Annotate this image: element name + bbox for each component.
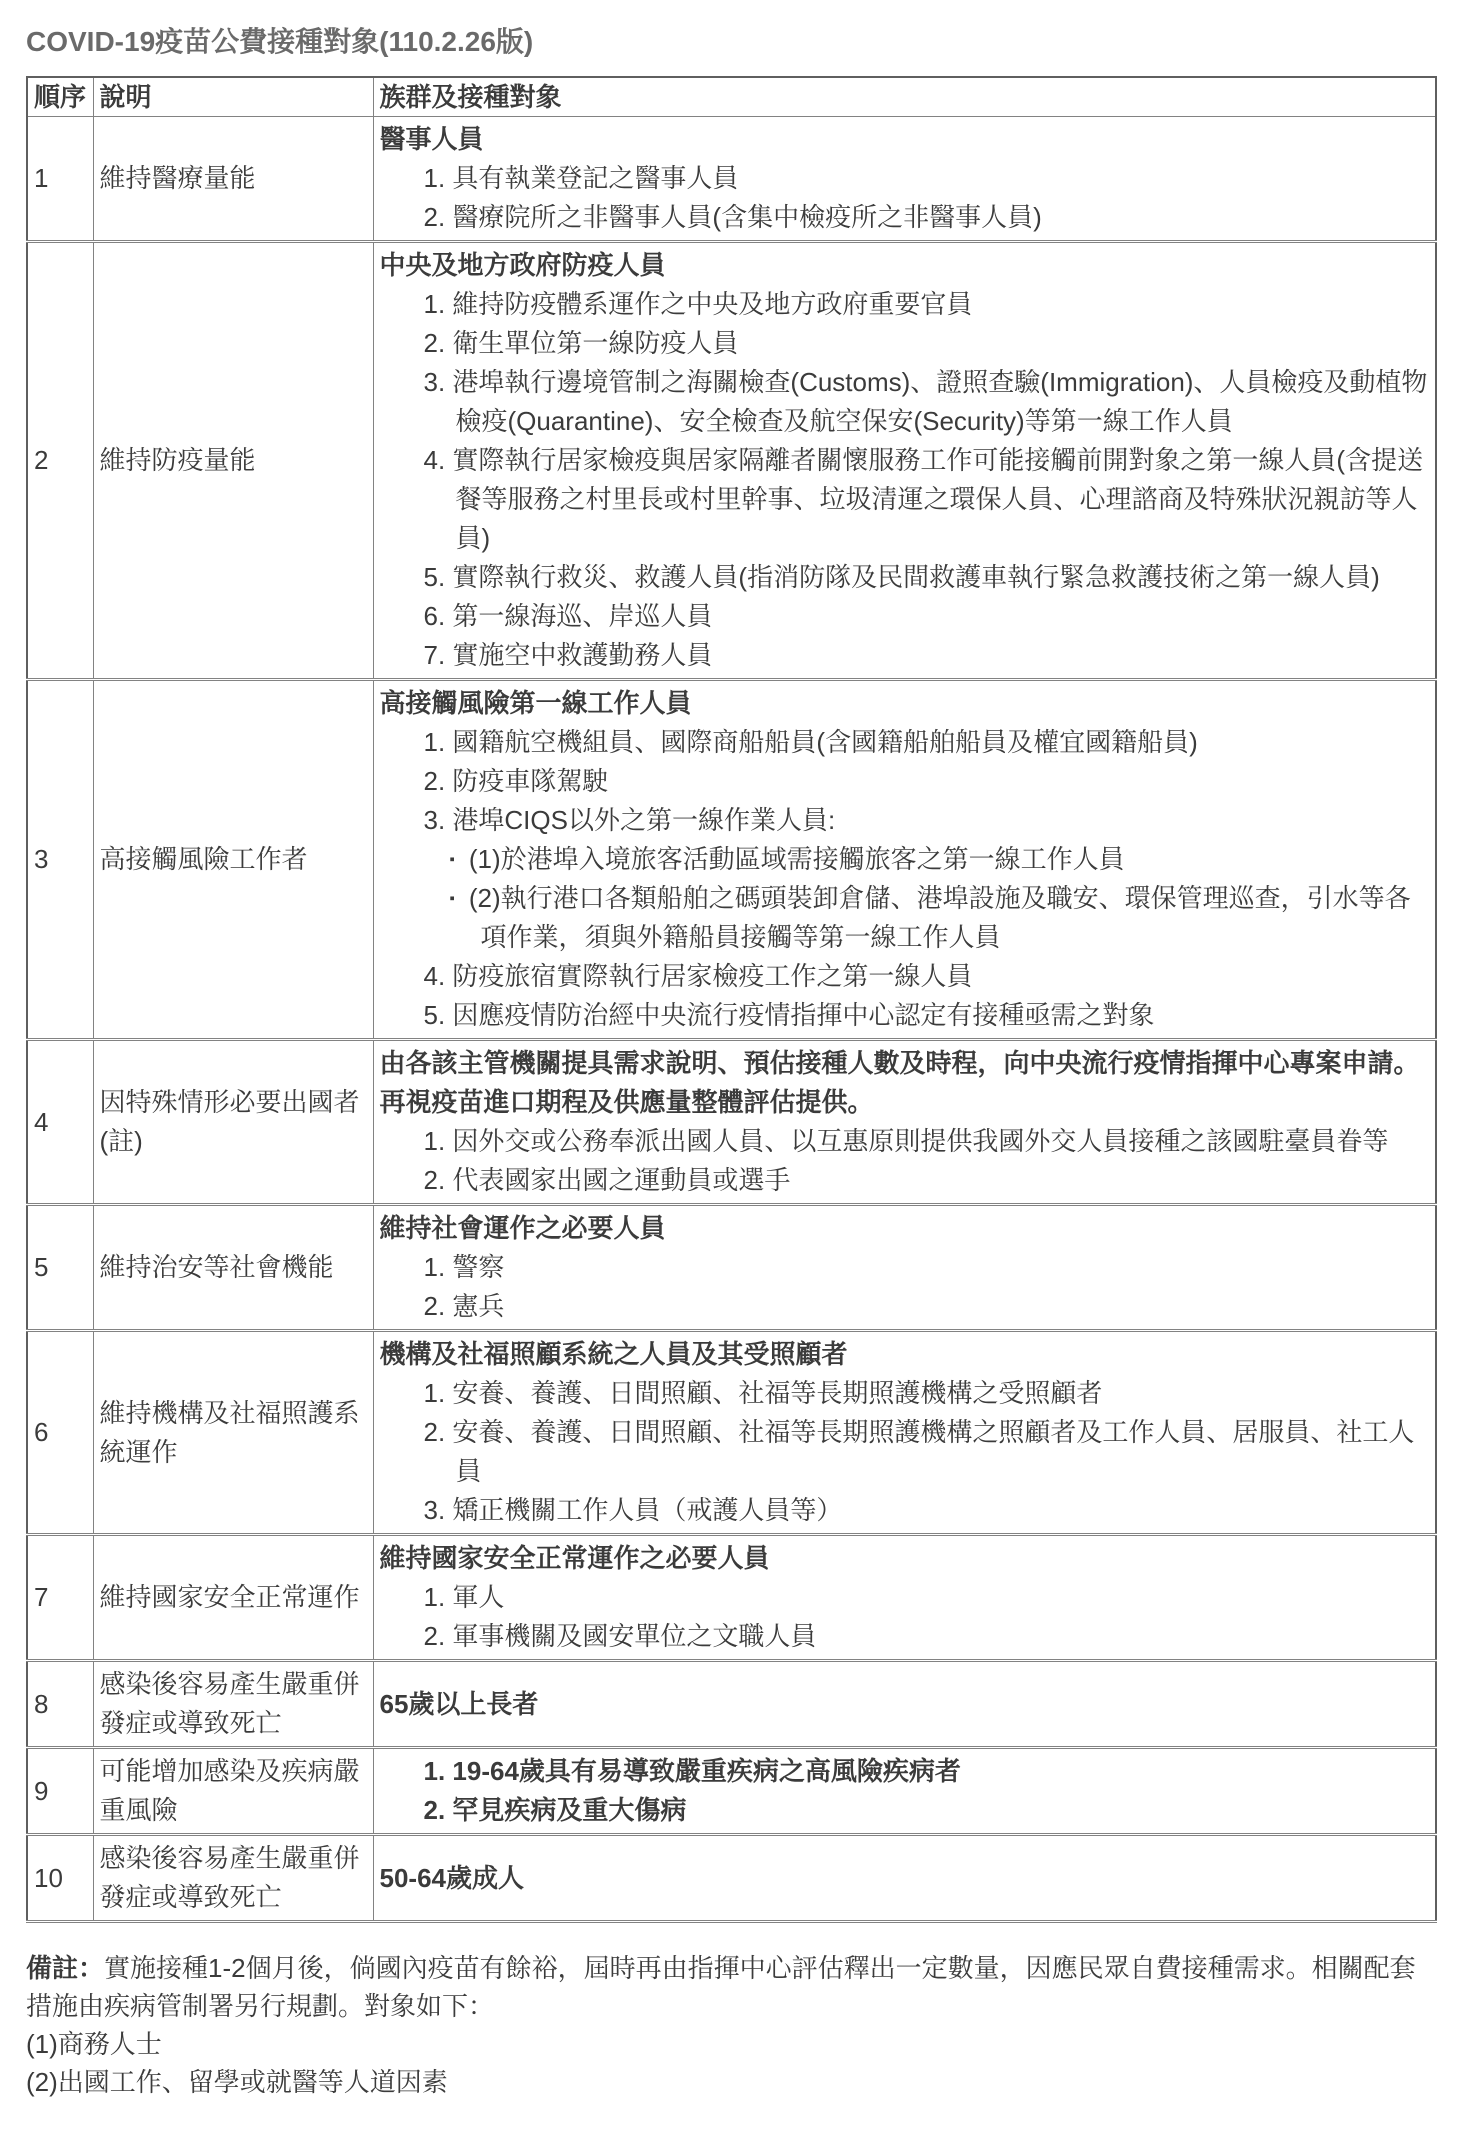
footnote-item: (2)出國工作、留學或就醫等人道因素 [26, 2067, 448, 2097]
footnote-text: 實施接種1-2個月後，倘國內疫苗有餘裕，屆時再由指揮中心評估釋出一定數量，因應民眾自費接種需求。相關配套措施由疾病管制署另行規劃。對象如下： [26, 1953, 1416, 2021]
target-groups-cell [373, 117, 1436, 242]
list-item: 7. 實施空中救護勤務人員 [423, 640, 713, 670]
table-row [27, 1535, 1436, 1661]
order-cell: 1 [27, 117, 93, 242]
list-item: 6. 第一線海巡、岸巡人員 [423, 601, 713, 631]
list-item: 1. 國籍航空機組員、國際商船船員(含國籍船舶船員及權宜國籍船員) [423, 727, 1198, 757]
description-cell: 維持防疫量能 [93, 242, 373, 680]
description-cell: 維持國家安全正常運作 [93, 1535, 373, 1661]
target-groups-cell [373, 242, 1436, 680]
list-item: 2. 憲兵 [423, 1291, 505, 1321]
list-item: 1. 安養、養護、日間照顧、社福等長期照護機構之受照顧者 [423, 1378, 1103, 1408]
description-cell: 可能增加感染及疾病嚴重風險 [93, 1748, 373, 1835]
table-row [27, 1748, 1436, 1835]
footnote-paragraph [26, 1949, 1435, 2025]
list-item: 2. 醫療院所之非醫事人員(含集中檢疫所之非醫事人員) [423, 202, 1042, 232]
order-cell: 6 [27, 1331, 93, 1535]
table-row [27, 1205, 1436, 1331]
description-cell: 感染後容易產生嚴重併發症或導致死亡 [93, 1835, 373, 1922]
col-header-order: 順序 [27, 77, 93, 117]
order-cell: 8 [27, 1661, 93, 1748]
group-heading: 維持國家安全正常運作之必要人員 [379, 1543, 770, 1573]
group-heading: 醫事人員 [379, 124, 484, 154]
footnote [26, 1949, 1435, 2101]
group-heading: 中央及地方政府防疫人員 [379, 250, 666, 280]
order-cell: 4 [27, 1040, 93, 1205]
description-cell: 因特殊情形必要出國者(註) [93, 1040, 373, 1205]
description-cell: 維持醫療量能 [93, 117, 373, 242]
table-row [27, 680, 1436, 1040]
order-cell: 7 [27, 1535, 93, 1661]
description-cell: 維持機構及社福照護系統運作 [93, 1331, 373, 1535]
group-heading: 高接觸風險第一線工作人員 [379, 688, 692, 718]
table-row [27, 1040, 1436, 1205]
list-item: 2. 安養、養護、日間照顧、社福等長期照護機構之照顧者及工作人員、居服員、社工人員 [423, 1417, 1415, 1486]
target-groups-cell [373, 1661, 1436, 1748]
list-item: 5. 實際執行救災、救護人員(指消防隊及民間救護車執行緊急救護技術之第一線人員) [423, 562, 1380, 592]
footnote-label: 備註： [26, 1953, 105, 1983]
sub-list-item: ▪ (1)於港埠入境旅客活動區域需接觸旅客之第一線工作人員 [450, 840, 1430, 879]
list-item: 4. 實際執行居家檢疫與居家隔離者關懷服務工作可能接觸前開對象之第一線人員(含提送餐等服務之村里長或村里幹事、垃圾清運之環保人員、心理諮商及特殊狀況親訪等人員) [423, 445, 1424, 553]
table-row [27, 242, 1436, 680]
description-cell: 維持治安等社會機能 [93, 1205, 373, 1331]
list-item: 1. 軍人 [423, 1582, 505, 1612]
target-groups-cell [373, 1205, 1436, 1331]
col-header-description: 說明 [93, 77, 373, 117]
group-value: 50-64歲成人 [379, 1862, 524, 1893]
list-item: 2. 衛生單位第一線防疫人員 [423, 328, 739, 358]
list-item: 3. 矯正機關工作人員（戒護人員等） [423, 1495, 843, 1525]
col-header-target-groups: 族群及接種對象 [373, 77, 1436, 117]
list-item: 1. 維持防疫體系運作之中央及地方政府重要官員 [423, 289, 973, 319]
target-groups-cell [373, 1535, 1436, 1661]
group-heading: 維持社會運作之必要人員 [379, 1213, 666, 1243]
list-item: 2. 代表國家出國之運動員或選手 [423, 1165, 791, 1195]
table-header-row [27, 77, 1436, 117]
order-cell: 3 [27, 680, 93, 1040]
list-item: 1. 19-64歲具有易導致嚴重疾病之高風險疾病者 [423, 1756, 961, 1786]
group-value: 65歲以上長者 [379, 1688, 539, 1719]
order-cell: 10 [27, 1835, 93, 1922]
list-item: 1. 具有執業登記之醫事人員 [423, 163, 739, 193]
description-cell: 高接觸風險工作者 [93, 680, 373, 1040]
description-cell: 感染後容易產生嚴重併發症或導致死亡 [93, 1661, 373, 1748]
table-row [27, 1661, 1436, 1748]
table-row [27, 1331, 1436, 1535]
list-item: 2. 防疫車隊駕駛 [423, 766, 609, 796]
list-item: 3. 港埠CIQS以外之第一線作業人員: [423, 805, 836, 835]
table-row [27, 117, 1436, 242]
group-heading: 機構及社福照顧系統之人員及其受照顧者 [379, 1339, 848, 1369]
list-item: 4. 防疫旅宿實際執行居家檢疫工作之第一線人員 [423, 961, 973, 991]
target-groups-cell [373, 1835, 1436, 1922]
list-item: 2. 罕見疾病及重大傷病 [423, 1795, 687, 1825]
vaccine-priority-table [26, 76, 1437, 1923]
page-title: COVID-19疫苗公費接種對象(110.2.26版) [26, 26, 534, 57]
target-groups-cell [373, 1748, 1436, 1835]
list-item: 5. 因應疫情防治經中央流行疫情指揮中心認定有接種亟需之對象 [423, 1000, 1155, 1030]
list-item: 1. 因外交或公務奉派出國人員、以互惠原則提供我國外交人員接種之該國駐臺員眷等 [423, 1126, 1389, 1156]
target-groups-cell [373, 680, 1436, 1040]
table-row [27, 1835, 1436, 1922]
order-cell: 9 [27, 1748, 93, 1835]
list-item: 2. 軍事機關及國安單位之文職人員 [423, 1621, 817, 1651]
sub-list-item: ▪ (2)執行港口各類船舶之碼頭裝卸倉儲、港埠設施及職安、環保管理巡查，引水等各項作業，須與外籍船員接觸等第一線工作人員 [450, 879, 1430, 957]
footnote-item: (1)商務人士 [26, 2029, 162, 2059]
target-groups-cell [373, 1331, 1436, 1535]
list-item: 3. 港埠執行邊境管制之海關檢查(Customs)、證照查驗(Immigration)、人員檢疫及動植物檢疫(Quarantine)、安全檢查及航空保安(Security)等第一線工作人員 [423, 367, 1428, 436]
group-intro: 由各該主管機關提具需求說明、預估接種人數及時程，向中央流行疫情指揮中心專案申請。再視疫苗進口期程及供應量整體評估提供。 [379, 1048, 1420, 1117]
target-groups-cell [373, 1040, 1436, 1205]
list-item: 1. 警察 [423, 1252, 505, 1282]
order-cell: 5 [27, 1205, 93, 1331]
order-cell: 2 [27, 242, 93, 680]
